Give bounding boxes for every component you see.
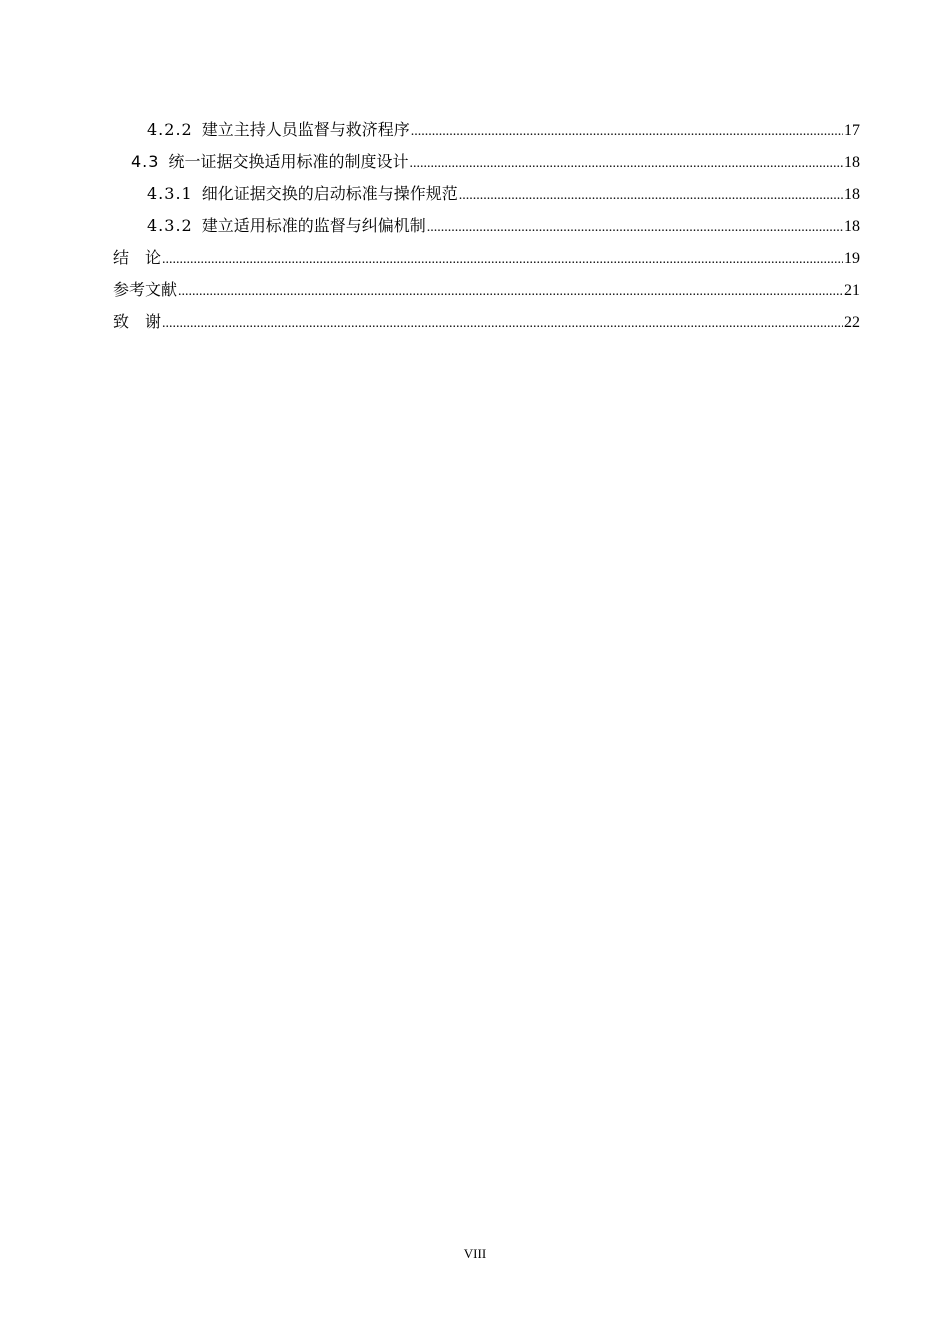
toc-entry-number: 4.2.2 [147, 120, 193, 139]
toc-entry-page: 17 [844, 122, 860, 139]
dot-leader [427, 212, 843, 244]
dot-leader [411, 116, 843, 148]
toc-entry-number: 4.3.2 [147, 216, 193, 235]
toc-entry-title: 建立适用标准的监督与纠偏机制 [201, 216, 426, 235]
toc-entry-title: 结 论 [113, 248, 162, 267]
dot-leader [459, 180, 843, 212]
toc-entry-title: 细化证据交换的启动标准与操作规范 [201, 184, 458, 203]
page-number: VIII [463, 1246, 487, 1261]
toc-entry-page: 18 [844, 186, 860, 203]
toc-entry-page: 22 [844, 314, 860, 331]
table-of-contents [113, 114, 860, 338]
toc-entry-page: 18 [844, 154, 860, 171]
toc-entry-number: 4.3.1 [147, 184, 193, 203]
toc-entry-4-3-2[interactable] [113, 210, 860, 242]
toc-entry-4-2-2[interactable] [113, 114, 860, 146]
toc-entry-title: 参考文献 [113, 280, 178, 299]
toc-entry-4-3-1[interactable] [113, 178, 860, 210]
toc-entry-page: 19 [844, 250, 860, 267]
dot-leader [178, 276, 843, 308]
toc-entry-4-3[interactable] [113, 146, 860, 178]
toc-entry-page: 21 [844, 282, 860, 299]
dot-leader [409, 148, 843, 180]
toc-entry-number: 4.3 [131, 152, 160, 171]
toc-entry-title: 统一证据交换适用标准的制度设计 [168, 152, 409, 171]
toc-entry-conclusion[interactable] [113, 242, 860, 274]
toc-entry-page: 18 [844, 218, 860, 235]
dot-leader [162, 308, 843, 340]
toc-entry-references[interactable] [113, 274, 860, 306]
toc-entry-title: 致 谢 [113, 312, 162, 331]
toc-entry-acknowledgements[interactable] [113, 306, 860, 338]
dot-leader [162, 244, 843, 276]
toc-entry-title: 建立主持人员监督与救济程序 [201, 120, 410, 139]
